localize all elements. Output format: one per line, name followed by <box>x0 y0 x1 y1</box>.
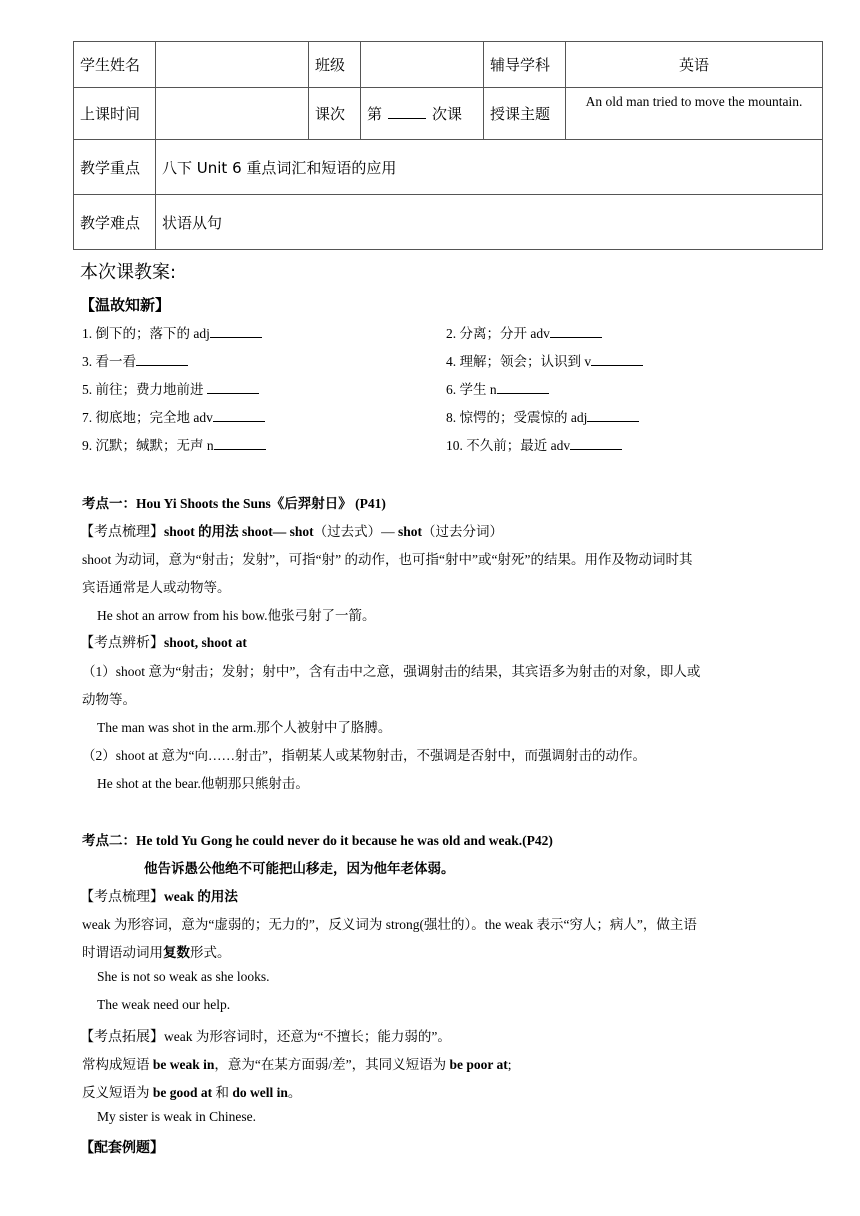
point2-phrase-line: 常构成短语 be weak in，意为“在某方面弱/差”，其同义短语为 be poor at; <box>82 1057 512 1072</box>
time-label: 上课时间 <box>74 88 156 140</box>
answer-blank <box>210 325 262 338</box>
class-label: 班级 <box>309 42 361 88</box>
point1-example2: The man was shot in the arm.那个人被射中了胳膊。 <box>97 720 392 735</box>
review-item: 3. 看一看 <box>82 350 188 370</box>
point2-antonym-line: 反义短语为 be good at 和 do well in。 <box>82 1085 302 1100</box>
point2-example3: My sister is weak in Chinese. <box>97 1109 256 1124</box>
point2-exercise-tag: 【配套例题】 <box>80 1140 164 1156</box>
point1-compare2: （2）shoot at 意为“向……射击”，指朝某人或某物射击，不强调是否射中，而强调射击的动作。 <box>82 748 646 763</box>
key-points-value: 八下 Unit 6 重点词汇和短语的应用 <box>156 140 823 195</box>
point2-usage-line: 【考点梳理】weak 的用法 <box>80 889 238 905</box>
key-points-label: 教学重点 <box>74 140 156 195</box>
review-item: 10. 不久前；最近 adv <box>446 434 622 454</box>
review-item: 8. 惊愕的；受震惊的 adj <box>446 406 639 426</box>
answer-blank <box>587 409 639 422</box>
point2-heading-cn: 他告诉愚公他绝不可能把山移走，因为他年老体弱。 <box>144 861 455 876</box>
point1-compare-line: 【考点辨析】shoot, shoot at <box>80 635 247 651</box>
review-item: 1. 倒下的；落下的 adj <box>82 322 262 342</box>
review-item: 4. 理解；领会；认识到 v <box>446 350 643 370</box>
answer-blank <box>497 381 549 394</box>
lesson-plan-title: 本次课教案: <box>80 262 177 283</box>
point2-ext-line: 【考点拓展】weak 为形容词时，还意为“不擅长；能力弱的”。 <box>80 1029 451 1045</box>
review-item: 9. 沉默；缄默；无声 n <box>82 434 266 454</box>
answer-blank <box>550 325 602 338</box>
point1-example3: He shot at the bear.他朝那只熊射击。 <box>97 776 309 791</box>
answer-blank <box>214 437 266 450</box>
point1-heading: 考点一：Hou Yi Shoots the Suns《后羿射日》 (P41) <box>82 496 386 511</box>
lesson-info-table <box>73 41 823 250</box>
answer-blank <box>136 353 188 366</box>
review-item: 6. 学生 n <box>446 378 549 398</box>
point1-compare1-line1: （1）shoot 意为“射击；发射；射中”，含有击中之意，强调射击的结果，其宾语多为射击的对象，即人或 <box>82 664 701 679</box>
point2-heading: 考点二：He told Yu Gong he could never do it because he was old and weak.(P42) <box>82 833 553 848</box>
point2-desc-line2: 时谓语动词用复数形式。 <box>82 945 231 960</box>
review-item: 2. 分离；分开 adv <box>446 322 602 342</box>
review-item: 7. 彻底地；完全地 adv <box>82 406 265 426</box>
subject-value: 英语 <box>566 42 823 88</box>
student-name-label: 学生姓名 <box>74 42 156 88</box>
point2-example2: The weak need our help. <box>97 997 231 1012</box>
point1-example1: He shot an arrow from his bow.他张弓射了一箭。 <box>97 608 376 623</box>
point1-desc-line2: 宾语通常是人或动物等。 <box>82 580 231 595</box>
point1-usage-line: 【考点梳理】shoot 的用法 shoot— shot（过去式）— shot（过去分词） <box>80 524 504 540</box>
difficulties-value: 状语从句 <box>156 195 823 250</box>
answer-blank <box>213 409 265 422</box>
lesson-no-blank <box>388 106 426 119</box>
answer-blank <box>207 381 259 394</box>
class-value <box>361 42 484 88</box>
lesson-no-value <box>361 88 484 140</box>
review-section-title: 【温故知新】 <box>80 296 171 314</box>
subject-label: 辅导学科 <box>484 42 566 88</box>
answer-blank <box>570 437 622 450</box>
point1-compare1-line2: 动物等。 <box>82 692 136 707</box>
lesson-no-label: 课次 <box>309 88 361 140</box>
time-value <box>156 88 309 140</box>
lesson-no-prefix: 第 <box>367 105 383 123</box>
point2-example1: She is not so weak as she looks. <box>97 969 270 984</box>
topic-value: An old man tried to move the mountain. <box>566 88 823 140</box>
difficulties-label: 教学难点 <box>74 195 156 250</box>
point1-desc-line1: shoot 为动词，意为“射击；发射”，可指“射” 的动作，也可指“射中”或“射死”的结果。用作及物动词时其 <box>82 552 693 567</box>
student-name-value <box>156 42 309 88</box>
point2-desc-line1: weak 为形容词，意为“虚弱的；无力的”，反义词为 strong(强壮的）。the weak 表示“穷人；病人”，做主语 <box>82 917 697 932</box>
topic-label: 授课主题 <box>484 88 566 140</box>
review-item: 5. 前往；费力地前进 <box>82 378 259 398</box>
lesson-no-suffix: 次课 <box>432 105 463 123</box>
answer-blank <box>591 353 643 366</box>
